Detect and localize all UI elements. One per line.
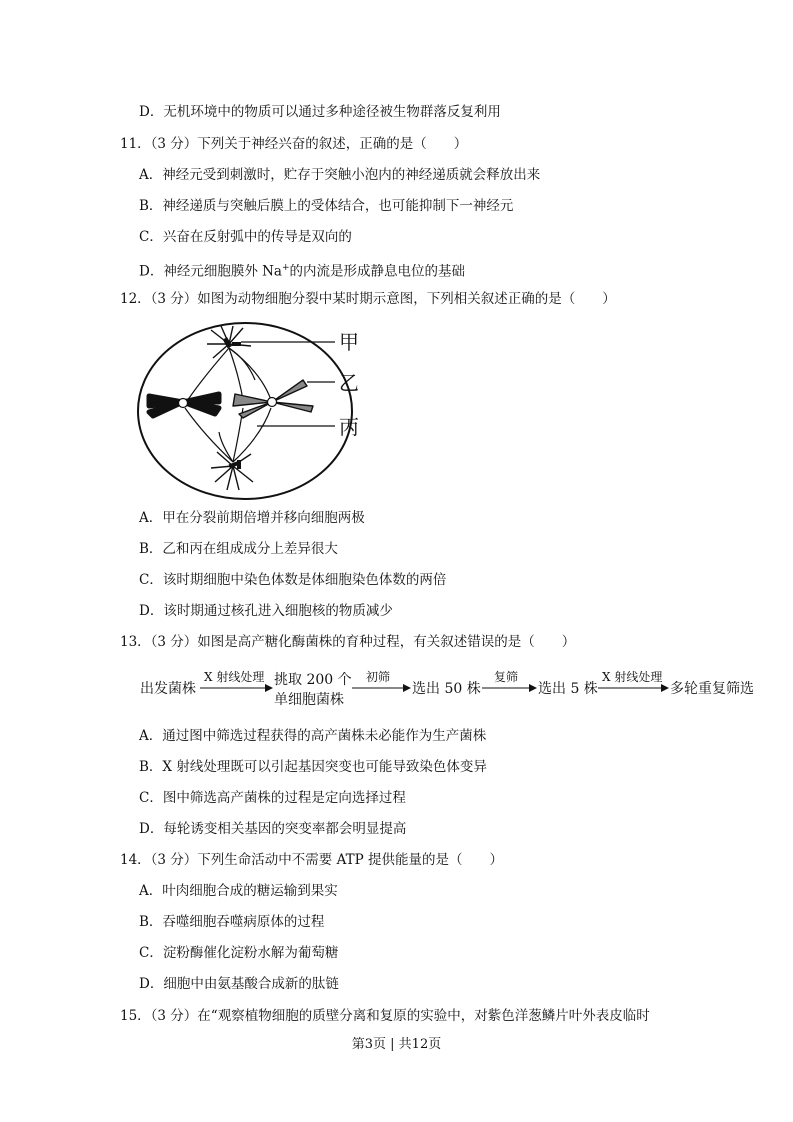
q14-option-b: B．吞噬细胞吞噬病原体的过程: [139, 914, 325, 930]
chromosome-black: [149, 394, 219, 416]
q11-option-a: A．神经元受到刺激时，贮存于突触小泡内的神经递质就会释放出来: [139, 167, 541, 183]
label-bing: 丙: [339, 415, 359, 439]
q11-option-d-pre: D．神经元细胞膜外 Na: [139, 263, 282, 280]
flow-step4-label: X 射线处理: [602, 670, 663, 684]
lower-aster: [211, 452, 253, 490]
q13-option-d: D．每轮诱变相关基因的突变率都会明显提高: [139, 821, 407, 837]
q14-option-a: A．叶肉细胞合成的糖运输到果实: [139, 883, 338, 899]
q15-stem: 15．（3 分）在“观察植物细胞的质壁分离和复原的实验中，对紫色洋葱鳞片叶外表皮临时: [120, 1008, 650, 1024]
label-yi: 乙: [339, 371, 359, 395]
cell-division-figure: [135, 320, 375, 504]
q12-option-b: B．乙和丙在组成成分上差异很大: [139, 541, 338, 557]
q12-stem: 12．（3 分）如图为动物细胞分裂中某时期示意图，下列相关叙述正确的是（ ）: [120, 291, 616, 307]
q10-option-d: D．无机环境中的物质可以通过多种途径被生物群落反复利用: [139, 104, 501, 120]
q11-option-d: [139, 259, 465, 281]
q14-option-d: D．细胞中由氨基酸合成新的肽链: [139, 976, 339, 992]
flow-step2-label: 初筛: [366, 670, 391, 684]
q13-stem: 13．（3 分）如图是高产糖化酶菌株的育种过程，有关叙述错误的是（ ）: [120, 634, 576, 650]
flow-box2-line2: 单细胞菌株: [274, 692, 344, 708]
q11-option-c: C．兴奋在反射弧中的传导是双向的: [139, 229, 352, 245]
flow-step3-label: 复筛: [494, 670, 519, 684]
flow-box4: 选出 5 株: [538, 681, 598, 697]
q12-option-d: D．该时期通过核孔进入细胞核的物质减少: [139, 603, 393, 619]
label-jia: 甲: [339, 330, 359, 354]
q12-option-c: C．该时期细胞中染色体数是体细胞染色体数的两倍: [139, 572, 447, 588]
q11-option-d-post: 的内流是形成静息电位的基础: [289, 263, 466, 280]
flow-end: 多轮重复筛选: [670, 681, 754, 697]
flow-start: 出发菌株: [140, 681, 196, 697]
cell-membrane: [138, 323, 352, 499]
q12-option-a: A．甲在分裂前期倍增并移向细胞两极: [139, 510, 365, 526]
flow-step1-label: X 射线处理: [204, 670, 265, 684]
page-footer: 第3页 | 共12页: [351, 1037, 442, 1052]
q13-option-c: C．图中筛选高产菌株的过程是定向选择过程: [139, 790, 406, 806]
q14-stem: 14．（3 分）下列生命活动中不需要 ATP 提供能量的是（ ）: [120, 852, 503, 868]
q11-option-d-sup: +: [281, 263, 290, 273]
breeding-flowchart: [138, 664, 768, 714]
q11-option-b: B．神经递质与突触后膜上的受体结合，也可能抑制下一神经元: [139, 198, 514, 214]
q14-option-c: C．淀粉酶催化淀粉水解为葡萄糖: [139, 945, 339, 961]
flow-box3: 选出 50 株: [412, 681, 481, 697]
q13-option-a: A．通过图中筛选过程获得的高产菌株未必能作为生产菌株: [139, 728, 487, 744]
chromosome-gray: [233, 380, 313, 418]
flow-box2-line1: 挑取 200 个: [274, 672, 352, 688]
q13-option-b: B．X 射线处理既可以引起基因突变也可能导致染色体变异: [139, 759, 487, 775]
q11-stem: 11．（3 分）下列关于神经兴奋的叙述，正确的是（ ）: [120, 136, 468, 152]
